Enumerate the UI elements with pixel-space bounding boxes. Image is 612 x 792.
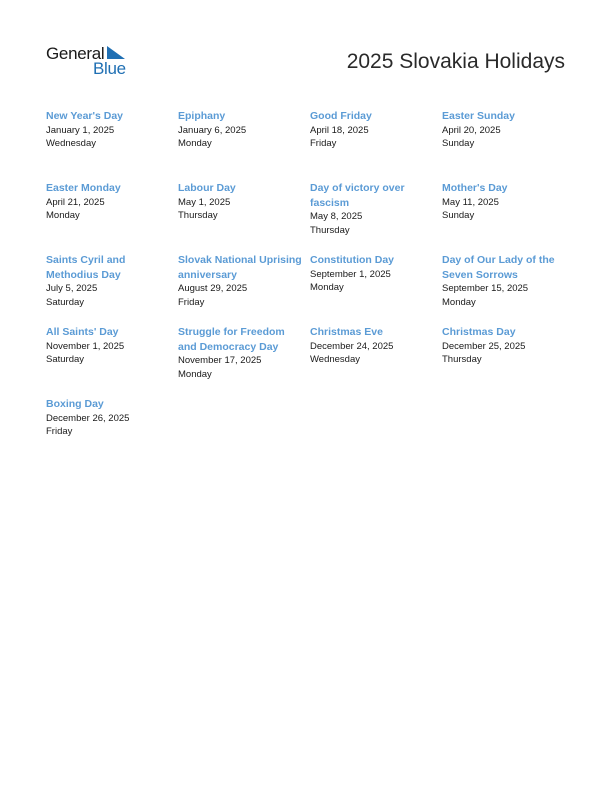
holiday-name: Easter Monday bbox=[46, 182, 121, 194]
holiday-weekday: Saturday bbox=[46, 354, 85, 365]
holiday-date: September 1, 2025 bbox=[310, 268, 391, 280]
holiday-weekday: Monday bbox=[46, 210, 80, 221]
holiday-item bbox=[178, 325, 310, 397]
holiday-name: Easter Sunday bbox=[442, 110, 515, 122]
holiday-weekday: Monday bbox=[178, 138, 212, 149]
holiday-weekday: Wednesday bbox=[310, 354, 360, 365]
holiday-item bbox=[46, 109, 178, 181]
holiday-name: Christmas Eve bbox=[310, 326, 383, 338]
holiday-name: Mother's Day bbox=[442, 182, 508, 194]
holiday-weekday: Friday bbox=[178, 296, 205, 308]
holiday-date: August 29, 2025 bbox=[178, 283, 248, 294]
holiday-item bbox=[310, 325, 442, 397]
page-title: 2025 Slovakia Holidays bbox=[346, 50, 565, 73]
holiday-name: Slovak National Uprising anniversary bbox=[178, 254, 302, 281]
holiday-item bbox=[310, 109, 442, 181]
holiday-item bbox=[442, 109, 576, 181]
holiday-weekday: Thursday bbox=[178, 210, 218, 221]
holiday-item bbox=[442, 181, 576, 253]
holiday-name: Good Friday bbox=[310, 110, 372, 122]
holiday-name: Day of victory over fascism bbox=[310, 182, 405, 209]
holiday-item bbox=[178, 109, 310, 181]
holiday-name: Struggle for Freedom and Democracy Day bbox=[178, 326, 285, 353]
holiday-date: December 26, 2025 bbox=[46, 412, 130, 424]
holiday-item bbox=[46, 181, 178, 253]
holiday-date: December 25, 2025 bbox=[442, 340, 526, 352]
holiday-name: Day of Our Lady of the Seven Sorrows bbox=[442, 254, 555, 281]
holiday-weekday: Monday bbox=[178, 368, 212, 380]
holiday-date: May 8, 2025 bbox=[310, 211, 363, 222]
holiday-name: Boxing Day bbox=[46, 398, 104, 410]
holiday-date: December 24, 2025 bbox=[310, 340, 394, 352]
holiday-date: September 15, 2025 bbox=[442, 283, 529, 294]
holiday-name: Christmas Day bbox=[442, 326, 516, 338]
holiday-date: July 5, 2025 bbox=[46, 283, 98, 294]
generalblue-logo bbox=[46, 44, 136, 80]
holiday-item bbox=[46, 325, 178, 397]
holiday-date: November 1, 2025 bbox=[46, 340, 125, 352]
holiday-date: May 1, 2025 bbox=[178, 196, 231, 208]
holiday-name: Epiphany bbox=[178, 110, 226, 122]
holiday-name: Labour Day bbox=[178, 182, 236, 194]
holiday-date: April 18, 2025 bbox=[310, 124, 369, 136]
holiday-weekday: Saturday bbox=[46, 296, 85, 308]
holiday-date: May 11, 2025 bbox=[442, 196, 499, 208]
holiday-item bbox=[178, 181, 310, 253]
holiday-item bbox=[46, 397, 178, 469]
holiday-weekday: Sunday bbox=[442, 210, 475, 221]
logo-triangle-icon bbox=[107, 46, 125, 60]
holiday-name: New Year's Day bbox=[46, 110, 124, 122]
holiday-weekday: Friday bbox=[46, 426, 73, 437]
holiday-weekday: Thursday bbox=[310, 224, 350, 236]
holiday-weekday: Thursday bbox=[442, 354, 482, 365]
holiday-date: January 6, 2025 bbox=[178, 124, 247, 136]
logo-word-general: General bbox=[46, 44, 105, 63]
holiday-weekday: Wednesday bbox=[46, 138, 96, 149]
holiday-item bbox=[442, 253, 576, 325]
holiday-date: January 1, 2025 bbox=[46, 124, 115, 136]
holiday-item bbox=[178, 253, 310, 325]
holiday-date: April 21, 2025 bbox=[46, 196, 105, 208]
holiday-name: Constitution Day bbox=[310, 254, 394, 266]
holiday-grid bbox=[46, 109, 576, 469]
holiday-item bbox=[46, 253, 178, 325]
holiday-weekday: Friday bbox=[310, 138, 337, 149]
holiday-item bbox=[310, 253, 442, 325]
holiday-item bbox=[442, 325, 576, 397]
holiday-date: April 20, 2025 bbox=[442, 124, 501, 136]
holiday-weekday: Sunday bbox=[442, 138, 475, 149]
holiday-name: All Saints' Day bbox=[46, 326, 119, 338]
holiday-weekday: Monday bbox=[442, 296, 476, 308]
holiday-weekday: Monday bbox=[310, 282, 344, 293]
holiday-item bbox=[310, 181, 442, 253]
holiday-name: Saints Cyril and Methodius Day bbox=[46, 254, 126, 281]
logo-word-blue: Blue bbox=[93, 59, 126, 78]
holiday-date: November 17, 2025 bbox=[178, 355, 262, 366]
